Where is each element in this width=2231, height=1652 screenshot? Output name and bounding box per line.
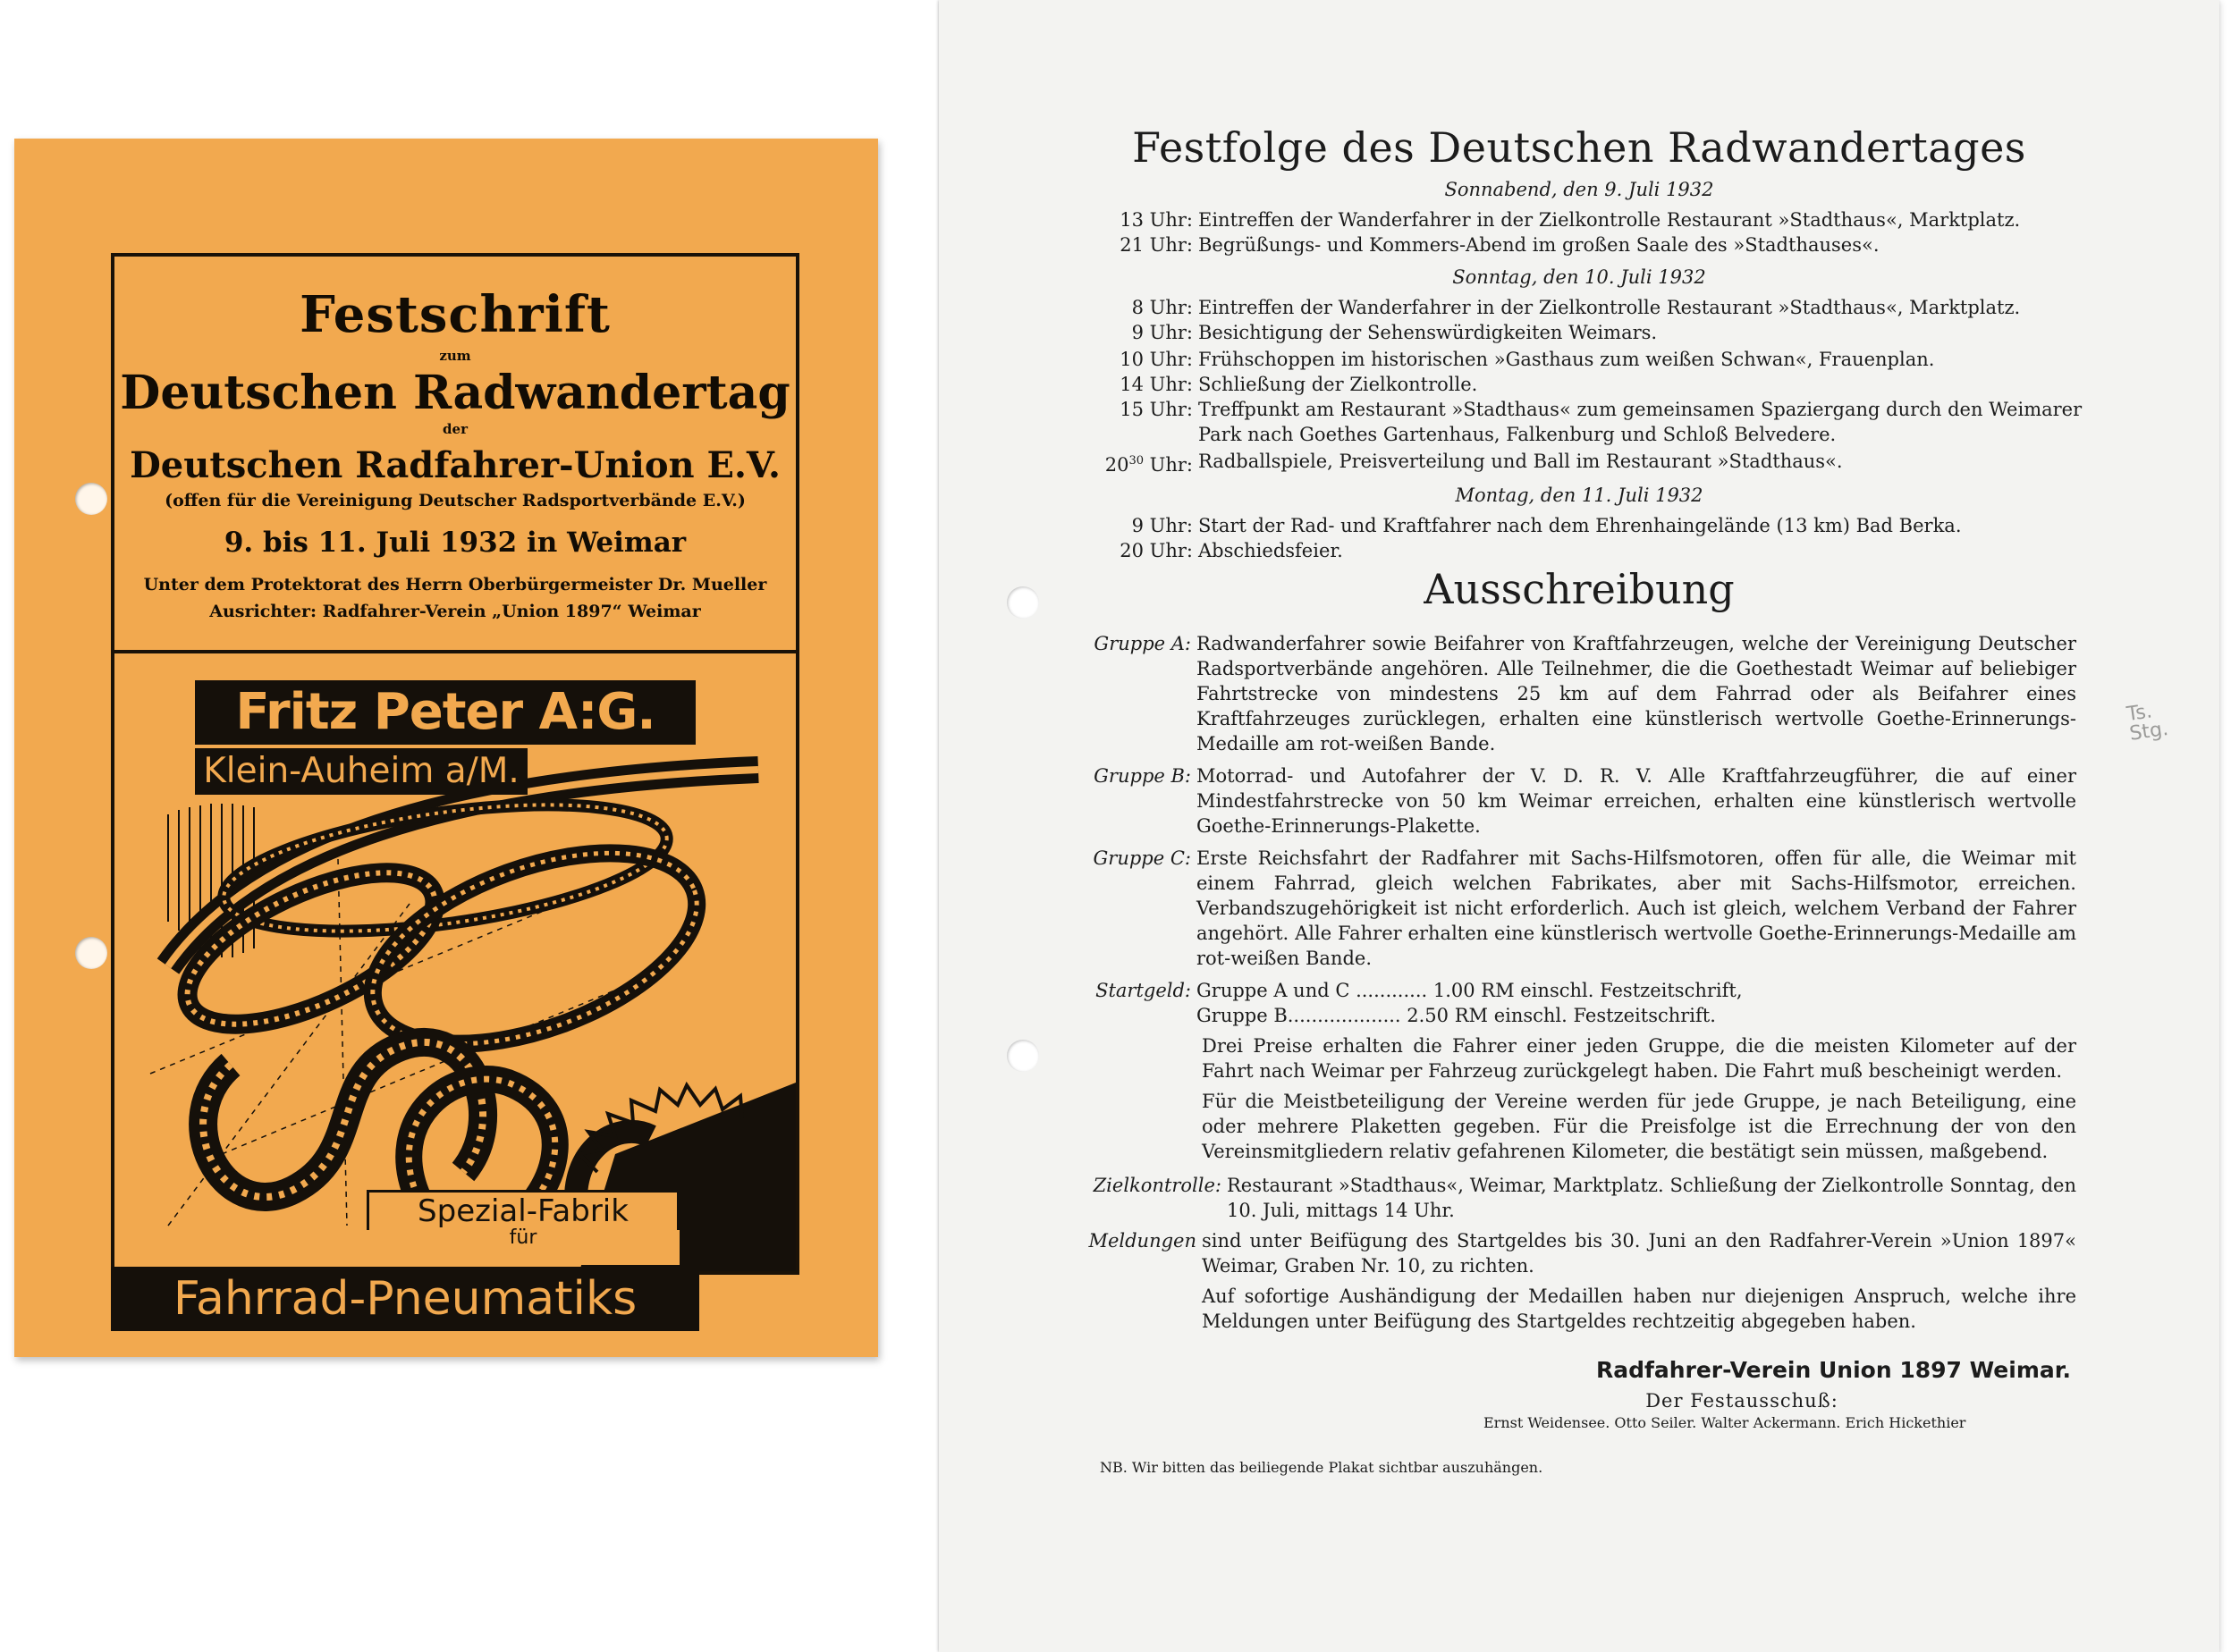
program-text: Abschiedsfeier.: [1198, 540, 1343, 561]
committee-title: Der Festausschuß:: [1645, 1390, 1838, 1412]
day-heading: Montag, den 11. Juli 1932: [1455, 485, 1703, 506]
program-row: [1131, 513, 1962, 538]
meistbeteiligung-text: Für die Meistbeteiligung der Vereine werden für jede Gruppe, je nach Beteiligung, eine oder mehrere Plaketten gegeben. Für die Preisfolge ist die Errechnung der von den Vereinsmitgliedern relativ gefahrenen Kilometer, die bestätigt sein müssen, maßgebend.: [1202, 1091, 2076, 1162]
tire-illustration: [114, 653, 796, 1271]
ad-company-name: Fritz Peter A:G.: [195, 680, 696, 745]
meldungen-text: sind unter Beifügung des Startgeldes bis 30. Juni an den Radfahrer-Verein »Union 1897« Weimar, Graben Nr. 10, zu richten.: [1202, 1230, 2076, 1277]
program-time: 9 Uhr:: [1131, 322, 1193, 343]
program-text: Park nach Goethes Gartenhaus, Falkenburg und Schloß Belvedere.: [1198, 424, 1837, 445]
day-heading: Sonnabend, den 9. Juli 1932: [1444, 179, 1714, 200]
group-label: Gruppe B:: [1094, 765, 1191, 787]
group-text: Motorrad- und Autofahrer der V. D. R. V. Alle Kraftfahrzeugführer, die auf einer Mindestfahrstrecke von 50 km Weimar erreichen, erhalten eine künstlerisch wertvolle Goethe-Erinnerungs-Plakette.: [1196, 765, 2076, 837]
cover-title-box: [114, 257, 796, 653]
program-time: 21 Uhr:: [1120, 234, 1193, 256]
program-text: Radballspiele, Preisverteilung und Ball im Restaurant »Stadthaus«.: [1198, 451, 1843, 472]
program-text: Begrüßungs- und Kommers-Abend im großen Saale des »Stadthauses«.: [1198, 234, 1880, 256]
ad-spezial-box: [367, 1190, 680, 1265]
ad-fuer: für: [509, 1226, 537, 1249]
ad-spezial-fabrik: Spezial-Fabrik: [367, 1190, 680, 1230]
program-time: 15 Uhr:: [1120, 399, 1193, 420]
booklet-cover: [14, 139, 878, 1357]
program-row: [1120, 397, 2083, 422]
cover-title: Festschrift: [300, 285, 611, 344]
cover-organizer: Ausrichter: Radfahrer-Verein „Union 1897“ Weimar: [209, 602, 701, 621]
program-time: 14 Uhr:: [1120, 374, 1193, 395]
program-text: Frühschoppen im historischen »Gasthaus zum weißen Schwan«, Frauenplan.: [1198, 349, 1935, 370]
startgeld: [1095, 978, 2076, 1028]
startgeld-label: Startgeld:: [1095, 980, 1191, 1001]
program-row: [1198, 422, 1836, 447]
program-row: [1120, 232, 1880, 257]
cover-dates: 9. bis 11. Juli 1932 in Weimar: [224, 527, 687, 559]
program-row: [1104, 449, 1843, 476]
tire-advertisement: [114, 653, 796, 1271]
group-label: Gruppe A:: [1094, 633, 1191, 654]
day-heading: Sonntag, den 10. Juli 1932: [1452, 266, 1706, 288]
nb-note: NB. Wir bitten das beiliegende Plakat sichtbar auszuhängen.: [1100, 1459, 1543, 1476]
program-text: Eintreffen der Wanderfahrer in der Zielkontrolle Restaurant »Stadthaus«, Marktplatz.: [1198, 297, 2021, 318]
program-time: 9 Uhr:: [1131, 515, 1193, 536]
cover-zum: zum: [439, 348, 471, 364]
punch-hole: [1007, 1040, 1039, 1072]
startgeld-line1: Gruppe A und C ............ 1.00 RM einschl. Festzeitschrift,: [1196, 980, 1743, 1001]
program-row: [1120, 372, 1478, 397]
meldungen-label: Meldungen: [1088, 1230, 1196, 1252]
meistbeteiligung: [1202, 1089, 2076, 1164]
group-label: Gruppe C:: [1093, 847, 1191, 869]
program-time: $20^{30}$ Uhr:: [1104, 454, 1193, 476]
program-time: 20 Uhr:: [1120, 540, 1193, 561]
program-row: [1120, 538, 1343, 563]
punch-hole: [75, 483, 107, 515]
signature-club: Radfahrer-Verein Union 1897 Weimar.: [1595, 1357, 2071, 1383]
program-time: 10 Uhr:: [1120, 349, 1193, 370]
cover-event: Deutschen Radwandertag: [120, 366, 790, 420]
program-sheet: [939, 0, 2219, 1652]
section-heading-ausschreibung: Ausschreibung: [1424, 565, 1735, 613]
cover-subtitle: (offen für die Vereinigung Deutscher Radsportverbände E.V.): [165, 491, 746, 510]
cover-patron: Unter dem Protektorat des Herrn Oberbürgermeister Dr. Mueller: [143, 575, 767, 594]
startgeld-line2: Gruppe B................... 2.50 RM einschl. Festzeitschrift.: [1196, 1005, 1716, 1026]
program-text: Eintreffen der Wanderfahrer in der Zielkontrolle Restaurant »Stadthaus«, Marktplatz.: [1198, 209, 2021, 231]
aushaendigung: [1202, 1284, 2076, 1334]
aushaendigung-text: Auf sofortige Aushändigung der Medaillen haben nur diejenigen Anspruch, welche ihre Meldungen unter Beifügung des Startgeldes rechtzeitig abgegeben haben.: [1202, 1285, 2076, 1332]
program-row: [1120, 347, 1935, 372]
cover-union: Deutschen Radfahrer-Union E.V.: [130, 444, 781, 486]
preise: [1202, 1033, 2076, 1083]
program-text: Besichtigung der Sehenswürdigkeiten Weimars.: [1198, 322, 1658, 343]
program-text: Schließung der Zielkontrolle.: [1198, 374, 1478, 395]
program-row: [1131, 320, 1658, 345]
committee-members: Ernst Weidensee. Otto Seiler. Walter Ackermann. Erich Hickethier: [1483, 1414, 1966, 1431]
program-time: 13 Uhr:: [1120, 209, 1193, 231]
group-a: [1094, 631, 2076, 756]
ad-product: Fahrrad-Pneumatiks: [111, 1267, 699, 1331]
preise-text: Drei Preise erhalten die Fahrer einer jeden Gruppe, die die meisten Kilometer auf der Fahrt nach Weimar per Fahrzeug zurückgelegt haben. Die Fahrt muß bescheinigt werden.: [1202, 1035, 2076, 1082]
program-text: Start der Rad- und Kraftfahrer nach dem Ehrenhaingelände (13 km) Bad Berka.: [1198, 515, 1962, 536]
group-b: [1094, 763, 2076, 839]
zielkontrolle-text: Restaurant »Stadthaus«, Weimar, Marktplatz. Schließung der Zielkontrolle Sonntag, den 10. Juli, mittags 14 Uhr.: [1227, 1175, 2076, 1221]
sheet-title: Festfolge des Deutschen Radwandertages: [1132, 123, 2026, 172]
group-text: Radwanderfahrer sowie Beifahrer von Kraftfahrzeugen, welche der Vereinigung Deutscher Radsportverbände angehören. Alle Teilnehmer, die die Goethestadt Weimar auf beliebiger Fahrtstrecke von mindestens 25 km auf dem Fahrrad oder als Beifahrer eines Kraftfahrzeuges zurücklegen, erhalten eine künstlerisch wertvolle Goethe-Erinnerungs-Medaille am rot-weißen Bande.: [1196, 633, 2076, 754]
punch-hole: [75, 937, 107, 969]
program-row: [1120, 207, 2021, 232]
zielkontrolle: [1093, 1173, 2076, 1223]
cover-frame: [111, 253, 799, 1275]
meldungen: [1088, 1228, 2076, 1278]
cover-der: der: [443, 421, 468, 437]
program-row: [1131, 295, 2021, 320]
program-time: 8 Uhr:: [1131, 297, 1193, 318]
zielkontrolle-label: Zielkontrolle:: [1093, 1175, 1221, 1196]
ad-location: Klein-Auheim a/M.: [195, 748, 528, 795]
pencil-mark: Ts. Stg.: [2125, 700, 2170, 746]
group-text: Erste Reichsfahrt der Radfahrer mit Sachs-Hilfsmotoren, offen für alle, die Weimar mit einem Fahrrad, gleich welchen Fabrikates, aber mit Sachs-Hilfsmotor, erreichen. Verbandszugehörigkeit ist nicht erforderlich. Auch ist gleich, welchem Verband der Fahrer angehört. Alle Fahrer erhalten eine künstlerisch wertvolle Goethe-Erinnerungs-Medaille am rot-weißen Bande.: [1196, 847, 2076, 969]
program-text: Treffpunkt am Restaurant »Stadthaus« zum gemeinsamen Spaziergang durch den Weimarer: [1198, 399, 2083, 420]
group-c: [1093, 846, 2076, 971]
